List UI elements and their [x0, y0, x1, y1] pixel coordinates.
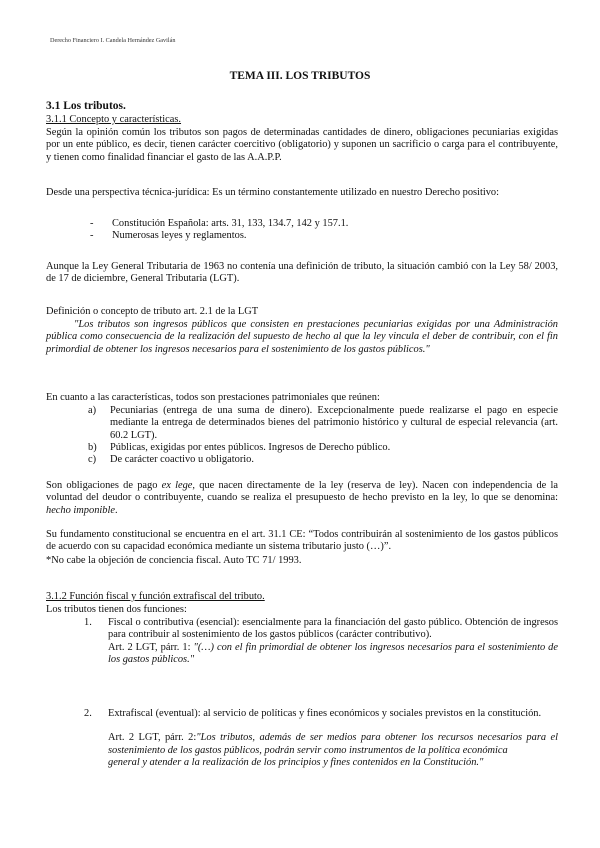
list-item-text: Numerosas leyes y reglamentos.: [112, 230, 247, 242]
list-item: [88, 442, 558, 454]
paragraph-perspective: Desde una perspectiva técnica-jurídica: Es un término constantemente utilizado en nuestro Derecho positivo:: [46, 187, 499, 198]
text-run: Son obligaciones de pago: [46, 480, 162, 491]
list-item: [88, 405, 558, 442]
list-item: [90, 230, 550, 242]
list-item-text: Pecuniarias (entrega de una suma de dinero). Excepcionalmente puede realizarse el pago en especie mediante la entrega de determinados bienes del patrimonio histórico y cultural de especial relevancia (art. 60.2 LGT).: [110, 405, 558, 441]
list-marker: 1.: [84, 617, 92, 628]
dash-marker: -: [90, 230, 94, 242]
dash-marker: -: [90, 218, 94, 229]
paragraph-lgt-definition-label: Definición o concepto de tributo art. 2.1 de la LGT: [46, 306, 259, 317]
function-item-extrafiscal: [84, 708, 558, 769]
list-item: [84, 708, 558, 769]
paragraph-two-functions: Los tributos tienen dos funciones:: [46, 604, 187, 615]
article-citation-continued: general y atender a la realización de los principios y fines contenidos en la Constitución.": [108, 756, 484, 768]
list-item-body: [108, 708, 558, 769]
list-item: [88, 454, 558, 466]
text-run: Art. 2 LGT, párr. 2:: [108, 732, 197, 744]
article-citation: [108, 732, 558, 757]
paragraph-constitutional-basis: Su fundamento constitucional se encuentra en el art. 31.1 CE: “Todos contribuirán al sostenimiento de los gastos públicos de acuerdo con su capacidad económica mediante un sistema tributario justo (…)”.: [46, 529, 558, 553]
list-item-text: De carácter coactivo u obligatorio.: [110, 454, 254, 466]
paragraph-ex-lege: [46, 480, 558, 517]
paragraph-characteristics: En cuanto a las características, todos son prestaciones patrimoniales que reúnen:: [46, 392, 380, 403]
page-title: TEMA III. LOS TRIBUTOS: [229, 70, 371, 82]
subsection-heading-3-1-2: [46, 591, 558, 603]
list-item-text: Fiscal o contributiva (esencial): esencialmente para la financiación del gasto público. Obtención de ingresos para contribuir al sostenimiento de los gastos públicos (carácter contributivo).: [108, 617, 558, 641]
function-item-fiscal: [84, 617, 558, 666]
subsection-heading-text: 3.1.1 Concepto y características.: [46, 114, 182, 125]
list-item-text: Públicas, exigidas por entes públicos. Ingresos de Derecho público.: [110, 441, 391, 453]
paragraph-note: *No cabe la objeción de conciencia fiscal. Auto TC 71/ 1993.: [46, 555, 302, 566]
quote-art-2-1: "Los tributos son ingresos públicos que consisten en prestaciones pecuniarias exigidas por una Administración pública como consecuencia de la realización del supuesto de hecho al que la ley vincula el deber de contribuir, con el fin primordial de obtener los ingresos necesarios para el sostenimiento de los gastos públicos.": [46, 319, 558, 355]
subsection-heading-3-1-1: [46, 114, 558, 126]
list-marker: b): [88, 441, 97, 453]
list-item: [84, 617, 558, 666]
page-header: Derecho Financiero I. Candela Hernández Gavilán: [50, 37, 176, 44]
text-run: .: [114, 504, 118, 516]
list-marker: a): [88, 405, 97, 416]
dash-list: [90, 218, 550, 243]
text-run-italic: hecho imponible: [46, 504, 115, 516]
text-run-italic: ex lege: [161, 480, 193, 491]
text-run-italic: "Los tributos, además de ser medios para obtener los recursos necesarios para el sostenimiento de los gastos públicos, podrán servir como instrumentos de la política económica: [108, 732, 558, 756]
text-run: , que nacen directamente de la ley (reserva de ley). Nacen con independencia de la voluntad del deudor o contribuyente, cuando se realiza el presupuesto de hecho previsto en la ley, lo que se denomina:: [46, 480, 558, 504]
text-run: Art. 2 LGT, párr. 1:: [108, 641, 194, 653]
text-run-italic: "(…) con el fin primordial de obtener los ingresos necesarios para el sostenimiento de los gastos públicos.": [108, 641, 558, 665]
list-item: [90, 218, 550, 230]
subsection-heading-text: 3.1.2 Función fiscal y función extrafiscal del tributo.: [46, 591, 265, 602]
list-item-body: [108, 617, 558, 666]
section-heading-3-1: [46, 100, 558, 113]
list-item-text: Constitución Española: arts. 31, 133, 134.7, 142 y 157.1.: [112, 218, 349, 229]
paragraph-definition: Según la opinión común los tributos son pagos de determinadas cantidades de dinero, obligaciones pecuniarias exigidas por un ente público, es decir, tienen carácter coercitivo (obligatorio) y suponen un sacrificio o carga para el contribuyente, y tienen como finalidad financiar el gasto de las A.A.P.P.: [46, 127, 558, 163]
list-marker: 2.: [84, 708, 92, 719]
list-item-text: Extrafiscal (eventual): al servicio de políticas y fines económicos y sociales previstos en la constitución.: [108, 708, 542, 719]
alpha-list: [88, 405, 558, 466]
section-heading-text: 3.1 Los tributos.: [46, 100, 126, 112]
paragraph-lgt-history: Aunque la Ley General Tributaria de 1963 no contenía una definición de tributo, la situación cambió con la Ley 58/ 2003, de 17 de diciembre, General Tributaria (LGT).: [46, 261, 558, 285]
article-citation: [108, 642, 558, 667]
list-marker: c): [88, 454, 97, 466]
